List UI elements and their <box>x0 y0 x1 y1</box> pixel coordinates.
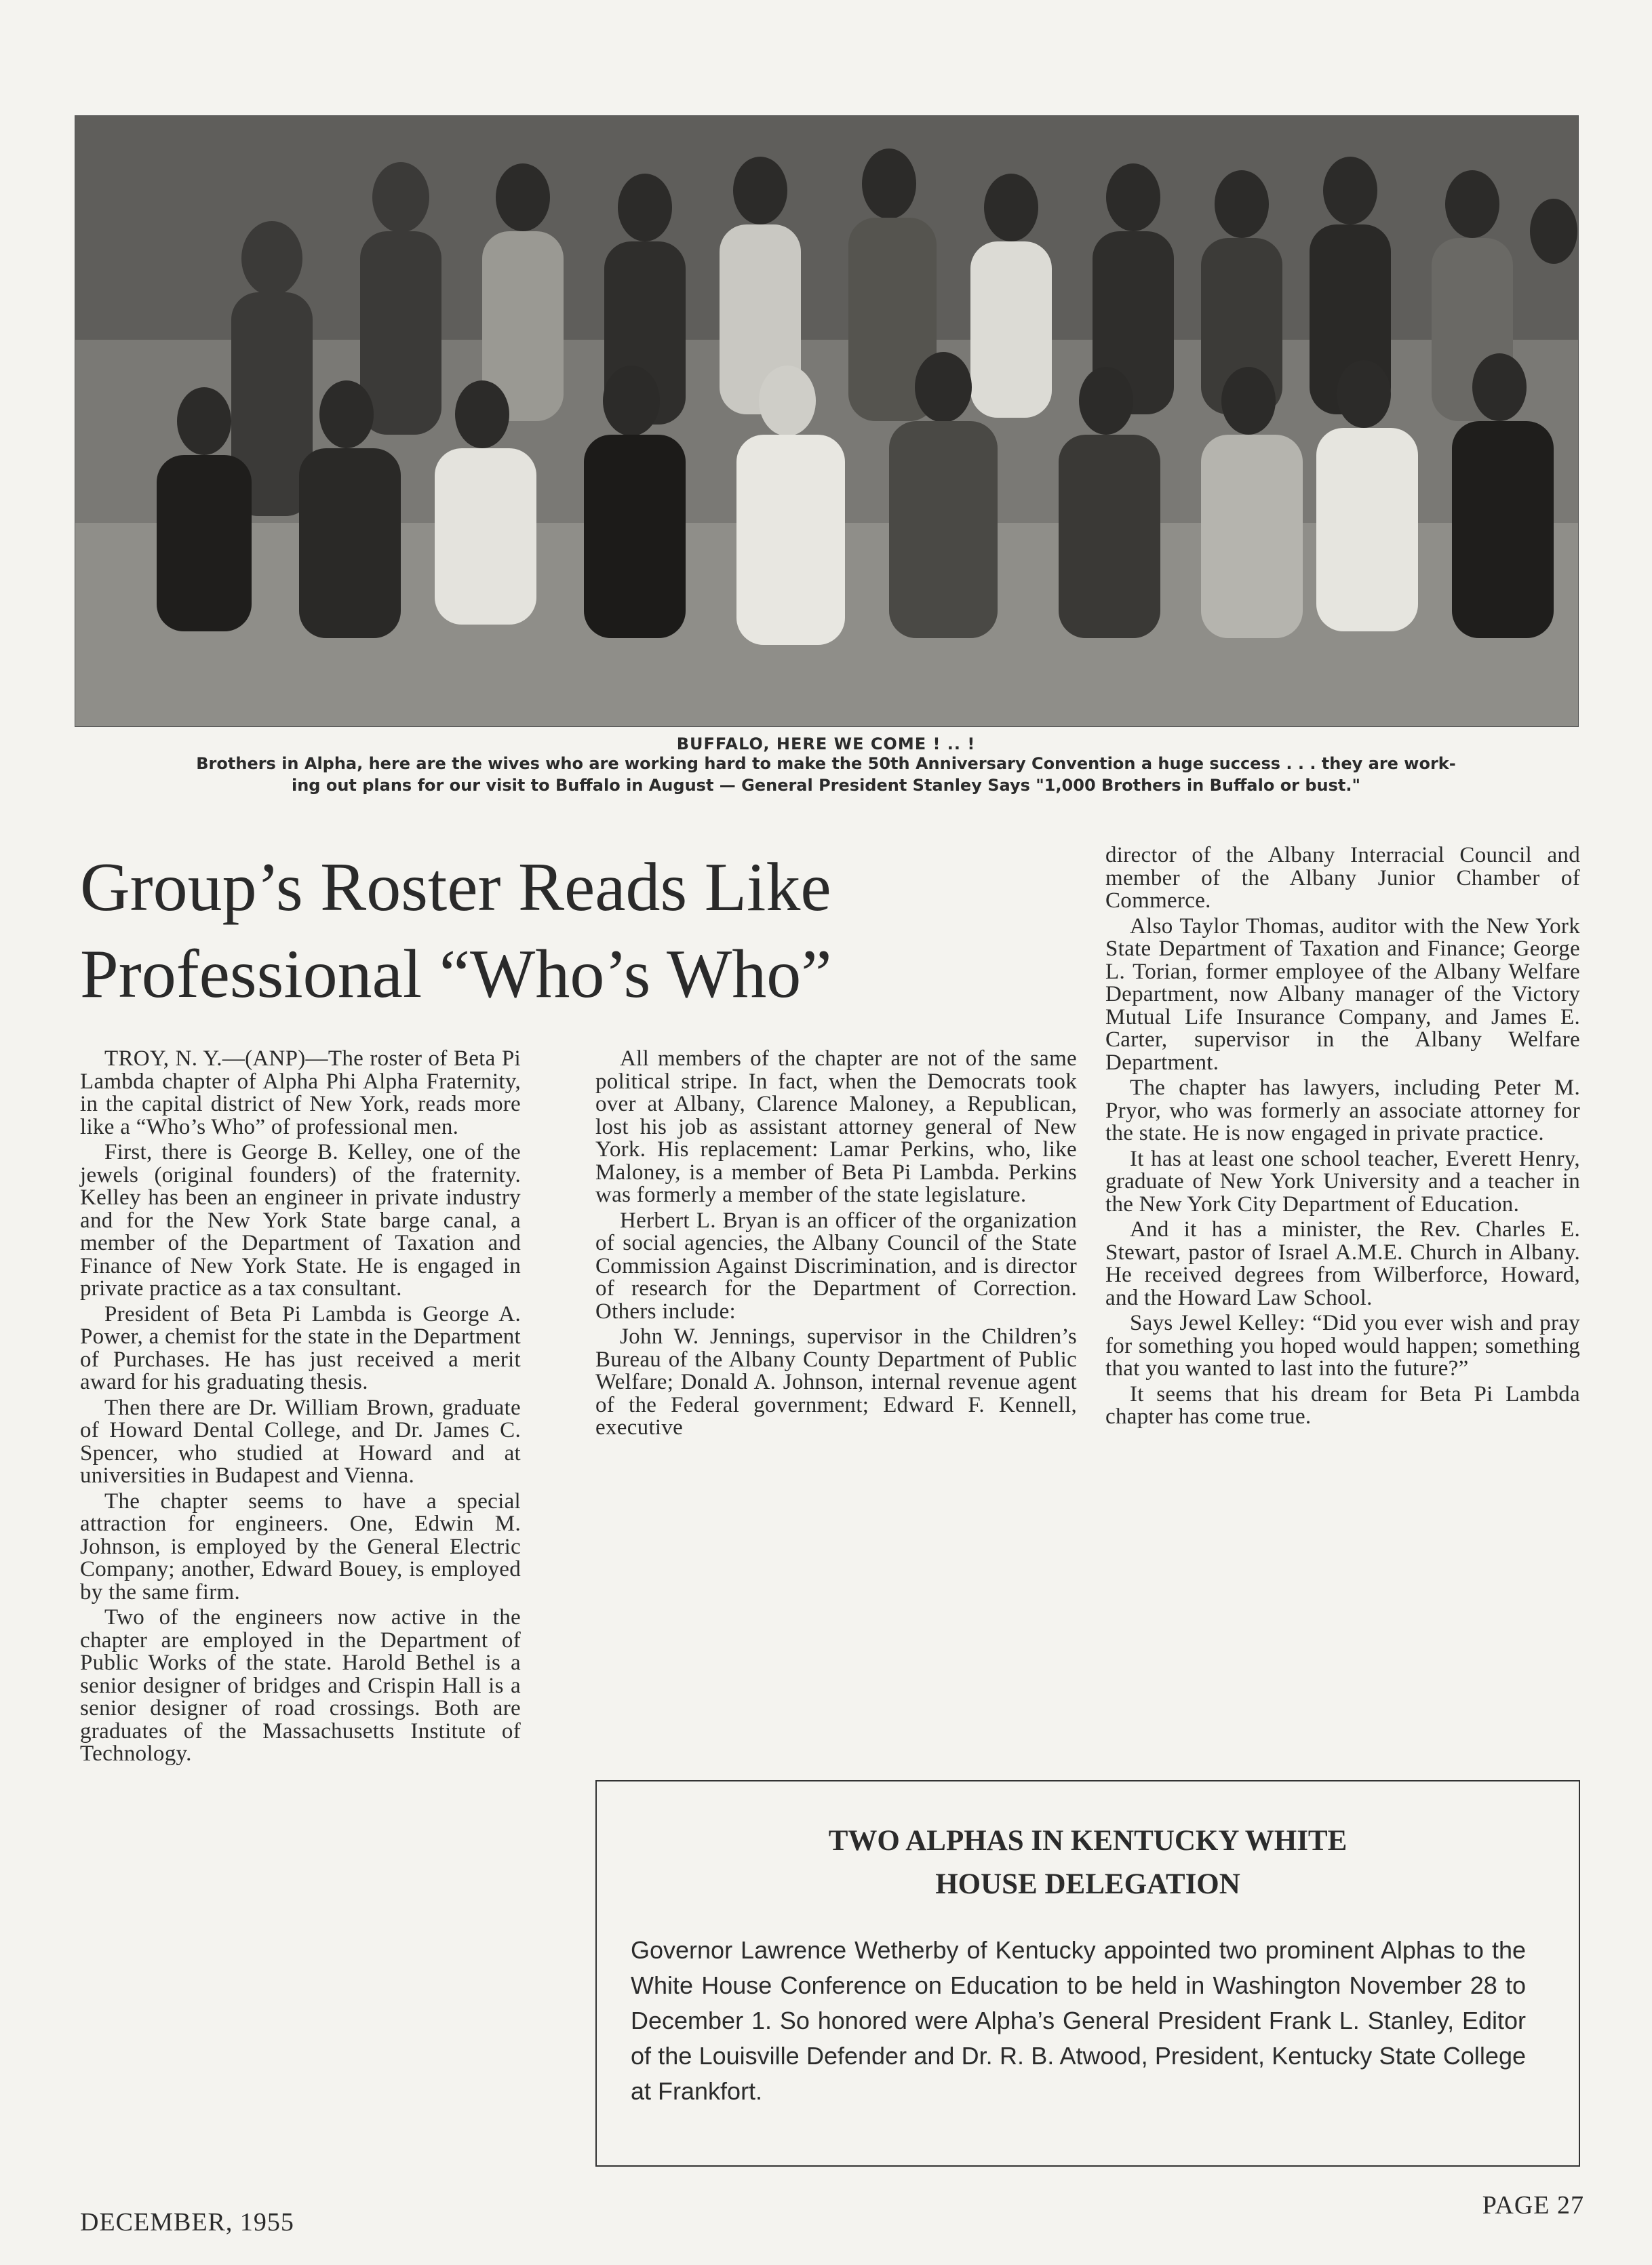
photo-caption <box>80 753 1572 796</box>
paragraph: The chapter has lawyers, including Peter M. Pryor, who was formerly an associate attorney for the state. He is now engaged in private practice. <box>1105 1076 1580 1145</box>
photo-caption-title: BUFFALO, HERE WE COME ! .. ! <box>676 734 976 753</box>
paragraph: It has at least one school teacher, Everett Henry, graduate of New York University and a teacher in the New York City Department of Education. <box>1105 1146 1580 1217</box>
paragraph: director of the Albany Interracial Council and member of the Albany Junior Chamber of Commerce. <box>1105 843 1580 913</box>
group-photo <box>75 115 1579 727</box>
article-column-1 <box>80 1048 521 1769</box>
sidebar-body: Governor Lawrence Wetherby of Kentucky appointed two prominent Alphas to the White House Conference on Education to be held in Washington November 28 to December 1. So honored were Alpha’s General President Frank L. Stanley, Editor of the Louisville Defender and Dr. R. B. Atwood, President, Kentucky State College at Frankfort. <box>631 1936 1526 2105</box>
headline-line-2: Professional “Who’s Who” <box>80 936 832 1012</box>
paragraph: First, there is George B. Kelley, one of the jewels (original founders) of the fraternity. Kelley has been an engineer in private industry and for the New York State barge canal, a member of the Department of Taxation and Finance of New York State. He is engaged in private practice as a tax consultant. <box>80 1140 521 1301</box>
sidebar-title <box>0 1819 1652 1906</box>
paragraph: TROY, N. Y.—(ANP)—The roster of Beta Pi Lambda chapter of Alpha Phi Alpha Fraternity, in the capital district of New York, reads more like a “Who’s Who” of professional men. <box>80 1046 521 1139</box>
article-column-3 <box>1105 844 1580 1432</box>
page-number: PAGE 27 <box>1482 2191 1584 2220</box>
article-headline <box>80 844 1029 1018</box>
paragraph: And it has a minister, the Rev. Charles E. Stewart, pastor of Israel A.M.E. Church in Albany. He received degrees from Wilberforce, Howard, and the Howard Law School. <box>1105 1217 1580 1310</box>
paragraph: President of Beta Pi Lambda is George A. Power, a chemist for the state in the Department of Purchases. He has just received a merit award for his graduating thesis. <box>80 1301 521 1394</box>
paragraph: Says Jewel Kelley: “Did you ever wish and pray for something you hoped would happen; something that you wanted to last into the future?” <box>1105 1311 1580 1381</box>
article-column-2 <box>595 1048 1077 1442</box>
sidebar-title-line-2: HOUSE DELEGATION <box>935 1868 1240 1900</box>
photo-caption-line-2: ing out plans for our visit to Buffalo in August — General President Stanley Says "1,000 Brothers in Buffalo or bust." <box>291 776 1361 795</box>
issue-date: DECEMBER, 1955 <box>80 2208 294 2237</box>
group-photo-illustration <box>75 116 1578 726</box>
paragraph: John W. Jennings, supervisor in the Children’s Bureau of the Albany County Department of Public Welfare; Donald A. Johnson, internal revenue agent of the Federal government; Edward F. Kennell, executive <box>595 1324 1077 1440</box>
sidebar-title-line-1: TWO ALPHAS IN KENTUCKY WHITE <box>828 1825 1348 1857</box>
paragraph: Two of the engineers now active in the chapter are employed in the Department of Public Works of the state. Harold Bethel is a senior designer of bridges and Crispin Hall is a senior designer of road crossings. Both are graduates of the Massachusetts Institute of Technology. <box>80 1605 521 1766</box>
photo-caption-line-1: Brothers in Alpha, here are the wives who are working hard to make the 50th Anniversary Convention a huge success . . . they are work- <box>196 754 1456 773</box>
paragraph: All members of the chapter are not of the same political stripe. In fact, when the Democrats took over at Albany, Clarence Maloney, a Republican, lost his job as assistant attorney general of New York. His replacement: Lamar Perkins, who, like Maloney, is a member of Beta Pi Lambda. Perkins was formerly a member of the state legislature. <box>595 1046 1077 1207</box>
paragraph: Also Taylor Thomas, auditor with the New York State Department of Taxation and Finance; George L. Torian, former employee of the Albany Welfare Department, now Albany manager of the Victory Mutual Life Insurance Company, and James E. Carter, supervisor in the Albany Welfare Department. <box>1105 913 1580 1075</box>
headline-line-1: Group’s Roster Reads Like <box>80 849 831 926</box>
paragraph: Herbert L. Bryan is an officer of the organization of social agencies, the Albany Council of the State Commission Against Discrimination, and is director of research for the Department of Correction. Others include: <box>595 1208 1077 1324</box>
paragraph: Then there are Dr. William Brown, graduate of Howard Dental College, and Dr. James C. Spencer, who studied at Howard and at universities in Budapest and Vienna. <box>80 1395 521 1488</box>
paragraph: The chapter seems to have a special attraction for engineers. One, Edwin M. Johnson, is employed by the General Electric Company; another, Edward Bouey, is employed by the same firm. <box>80 1489 521 1604</box>
paragraph: It seems that his dream for Beta Pi Lambda chapter has come true. <box>1105 1381 1580 1429</box>
